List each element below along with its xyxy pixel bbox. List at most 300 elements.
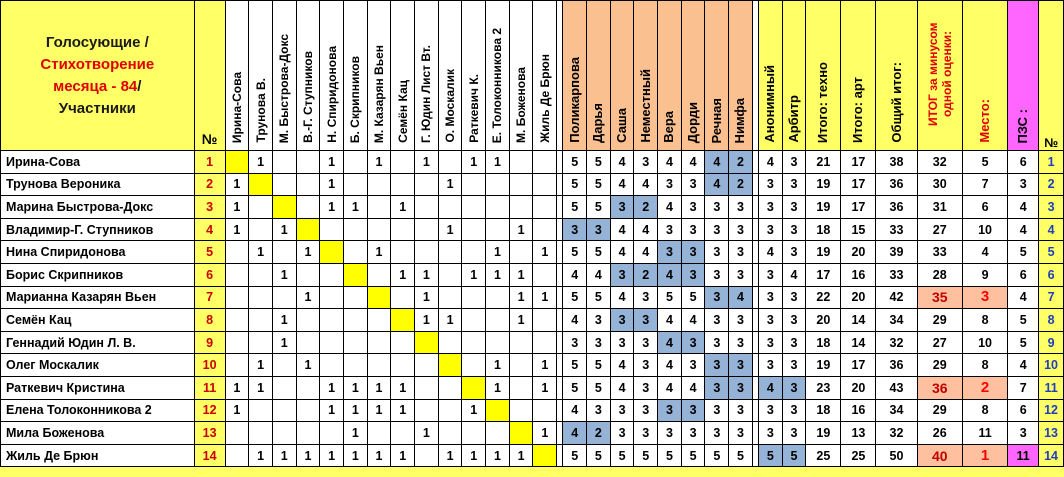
judge-header (610, 1, 634, 151)
vote-cell (249, 196, 273, 219)
judge-header-label: Речная (708, 97, 724, 143)
vote-cell: 1 (320, 444, 344, 467)
diagonal-cell (509, 422, 533, 445)
judge-score: 3 (587, 309, 611, 332)
anon-score: 3 (759, 354, 783, 377)
participant-name: Мила Боженова (1, 422, 195, 445)
vote-cell (225, 444, 249, 467)
judge-header (563, 1, 587, 151)
vote-cell: 1 (343, 422, 367, 445)
art-total: 20 (841, 286, 876, 309)
participant-name: Семён Кац (1, 309, 195, 332)
place: 3 (962, 286, 1007, 309)
overall-total: 34 (876, 309, 917, 332)
judge-header (658, 1, 682, 151)
art-total: 16 (841, 399, 876, 422)
voter-header-label: Раткевич К. (466, 74, 481, 143)
num-header-end (1039, 1, 1064, 151)
vote-cell (320, 331, 344, 354)
overall-total: 36 (876, 173, 917, 196)
pzs-score: 6 (1008, 399, 1039, 422)
vote-cell (296, 263, 320, 286)
vote-cell (486, 331, 510, 354)
judge-score: 4 (610, 376, 634, 399)
judge-score: 3 (634, 376, 658, 399)
vote-cell (509, 331, 533, 354)
vote-cell (367, 196, 391, 219)
techno-total: 19 (806, 173, 841, 196)
vote-cell (343, 309, 367, 332)
voter-header (438, 1, 462, 151)
place: 6 (962, 196, 1007, 219)
techno-total: 19 (806, 422, 841, 445)
anon-score: 3 (782, 196, 806, 219)
anon-score: 3 (759, 196, 783, 219)
vote-cell (249, 399, 273, 422)
voter-header (415, 1, 439, 151)
vote-cell: 1 (391, 376, 415, 399)
art-total: 25 (841, 444, 876, 467)
art-total: 16 (841, 263, 876, 286)
judge-score: 5 (658, 286, 682, 309)
judge-score: 3 (681, 331, 705, 354)
minus-one-total: 30 (917, 173, 962, 196)
vote-cell: 1 (249, 444, 273, 467)
judge-score: 3 (729, 196, 753, 219)
participant-name: Марина Быстрова-Докс (1, 196, 195, 219)
techno-total: 21 (806, 151, 841, 174)
vote-cell: 1 (272, 218, 296, 241)
judge-score: 5 (681, 444, 705, 467)
vote-cell: 1 (415, 422, 439, 445)
judge-score: 3 (705, 331, 729, 354)
judge-header (681, 1, 705, 151)
table-row (1, 196, 1064, 219)
totals-header (806, 1, 841, 151)
vote-cell (272, 286, 296, 309)
voter-header (367, 1, 391, 151)
judge-score: 3 (681, 196, 705, 219)
judge-score: 3 (705, 218, 729, 241)
judge-score: 4 (610, 354, 634, 377)
judge-score: 4 (610, 241, 634, 264)
judge-score: 3 (610, 263, 634, 286)
vote-cell: 1 (225, 218, 249, 241)
vote-cell (415, 444, 439, 467)
vote-cell (367, 218, 391, 241)
vote-cell (320, 218, 344, 241)
judge-header-label: Неместный (637, 69, 653, 143)
art-total: 17 (841, 151, 876, 174)
anon-score: 4 (782, 263, 806, 286)
vote-cell: 1 (462, 263, 486, 286)
totals-header-label: ИТОГ за минусом одной оценки: (925, 22, 954, 126)
anon-score: 4 (759, 151, 783, 174)
judge-score: 4 (658, 354, 682, 377)
overall-total: 32 (876, 422, 917, 445)
participant-name: Марианна Казарян Вьен (1, 286, 195, 309)
judge-score: 3 (681, 263, 705, 286)
anon-score: 3 (782, 218, 806, 241)
anon-score: 3 (759, 422, 783, 445)
judge-score: 5 (563, 286, 587, 309)
vote-cell (320, 354, 344, 377)
anon-score: 3 (759, 309, 783, 332)
anon-score: 3 (782, 331, 806, 354)
vote-cell (225, 241, 249, 264)
vote-cell (438, 286, 462, 309)
table-row (1, 354, 1064, 377)
voter-header (462, 1, 486, 151)
judge-score: 3 (705, 196, 729, 219)
vote-cell (462, 309, 486, 332)
vote-cell: 1 (533, 354, 557, 377)
vote-cell (462, 218, 486, 241)
vote-cell: 1 (367, 399, 391, 422)
judge-score: 3 (610, 196, 634, 219)
title-line-3-suffix: / (137, 77, 142, 95)
vote-cell (415, 196, 439, 219)
art-total: 17 (841, 173, 876, 196)
vote-cell (533, 151, 557, 174)
techno-total: 17 (806, 263, 841, 286)
voter-header-label: М. Быстрова-Докс (277, 33, 292, 143)
vote-cell: 1 (486, 376, 510, 399)
judge-score: 3 (634, 151, 658, 174)
vote-cell (509, 376, 533, 399)
place: 10 (962, 331, 1007, 354)
judge-score: 2 (729, 151, 753, 174)
judge-score: 5 (587, 376, 611, 399)
vote-cell (391, 354, 415, 377)
vote-cell: 1 (367, 444, 391, 467)
anon-score: 3 (759, 218, 783, 241)
judge-score: 3 (658, 241, 682, 264)
pzs-score: 3 (1008, 422, 1039, 445)
table-title-cell (1, 1, 195, 151)
row-number: 12 (194, 399, 225, 422)
judge-score: 3 (681, 354, 705, 377)
pzs-score: 4 (1008, 196, 1039, 219)
judge-score: 5 (634, 444, 658, 467)
judge-score: 3 (634, 309, 658, 332)
vote-cell: 1 (533, 422, 557, 445)
participant-name: Владимир-Г. Ступников (1, 218, 195, 241)
vote-cell: 1 (391, 444, 415, 467)
minus-one-total: 36 (917, 376, 962, 399)
art-total: 17 (841, 354, 876, 377)
minus-one-total: 32 (917, 151, 962, 174)
voter-header (509, 1, 533, 151)
vote-cell (272, 354, 296, 377)
pzs-score: 4 (1008, 354, 1039, 377)
voter-header-label: М. Боженова (514, 67, 529, 143)
anon-header (782, 1, 806, 151)
judge-score: 3 (634, 422, 658, 445)
vote-cell (438, 422, 462, 445)
diagonal-cell (367, 286, 391, 309)
table-row (1, 263, 1064, 286)
minus-one-total: 40 (917, 444, 962, 467)
vote-cell (415, 399, 439, 422)
anon-score: 3 (782, 241, 806, 264)
judge-score: 4 (610, 286, 634, 309)
table-row (1, 173, 1064, 196)
judge-score: 4 (681, 309, 705, 332)
anon-score: 3 (759, 286, 783, 309)
row-number-end: 14 (1039, 444, 1064, 467)
voter-header (533, 1, 557, 151)
pzs-score: 6 (1008, 151, 1039, 174)
judge-score: 3 (705, 286, 729, 309)
place: 8 (962, 309, 1007, 332)
vote-cell (343, 173, 367, 196)
vote-cell (272, 241, 296, 264)
judge-score: 3 (658, 218, 682, 241)
judge-score: 4 (705, 151, 729, 174)
header-row (1, 1, 1064, 151)
vote-cell (296, 399, 320, 422)
table-row (1, 399, 1064, 422)
judge-score: 4 (634, 173, 658, 196)
minus-one-total: 29 (917, 354, 962, 377)
pzs-score: 6 (1008, 263, 1039, 286)
judge-score: 3 (729, 422, 753, 445)
vote-cell (272, 422, 296, 445)
row-number-end: 7 (1039, 286, 1064, 309)
vote-cell: 1 (462, 151, 486, 174)
table-row (1, 309, 1064, 332)
judge-score: 3 (658, 173, 682, 196)
vote-cell (367, 309, 391, 332)
vote-cell: 1 (249, 151, 273, 174)
judge-score: 5 (563, 151, 587, 174)
judge-header-label: Дарья (590, 102, 606, 143)
participant-name: Нина Спиридонова (1, 241, 195, 264)
techno-total: 19 (806, 196, 841, 219)
table-row (1, 444, 1064, 467)
vote-cell (462, 196, 486, 219)
totals-header-label: Место: (977, 99, 993, 143)
title-line-3-text: месяца - 84 (53, 77, 138, 95)
anon-score: 3 (759, 173, 783, 196)
row-number: 4 (194, 218, 225, 241)
judge-score: 3 (729, 218, 753, 241)
judge-score: 2 (729, 173, 753, 196)
vote-cell: 1 (533, 286, 557, 309)
pzs-score: 5 (1008, 241, 1039, 264)
vote-cell: 1 (462, 399, 486, 422)
vote-cell: 1 (320, 173, 344, 196)
vote-cell (509, 241, 533, 264)
judge-score: 4 (563, 422, 587, 445)
judge-score: 3 (634, 331, 658, 354)
anon-score: 3 (782, 173, 806, 196)
voter-header-label: О. Москалик (443, 69, 458, 143)
vote-cell: 1 (249, 241, 273, 264)
minus-one-total: 31 (917, 196, 962, 219)
judge-header (634, 1, 658, 151)
vote-cell (438, 376, 462, 399)
vote-cell (296, 422, 320, 445)
vote-cell (438, 399, 462, 422)
vote-cell: 1 (249, 354, 273, 377)
vote-cell: 1 (486, 444, 510, 467)
anon-header (759, 1, 783, 151)
vote-cell (249, 263, 273, 286)
judge-score: 3 (587, 331, 611, 354)
judge-score: 2 (634, 263, 658, 286)
vote-cell: 1 (296, 241, 320, 264)
vote-cell: 1 (272, 444, 296, 467)
art-total: 20 (841, 241, 876, 264)
vote-cell: 1 (296, 354, 320, 377)
overall-total: 43 (876, 376, 917, 399)
voter-header (225, 1, 249, 151)
minus-one-total: 27 (917, 331, 962, 354)
diagonal-cell (533, 444, 557, 467)
vote-cell (296, 173, 320, 196)
vote-cell (320, 263, 344, 286)
art-total: 17 (841, 196, 876, 219)
anon-header-label: Анонимный (762, 65, 778, 143)
totals-header-label: Общий итог: (888, 62, 904, 143)
overall-total: 42 (876, 286, 917, 309)
minus-one-total: 29 (917, 309, 962, 332)
overall-total: 33 (876, 218, 917, 241)
title-line-3 (1, 76, 194, 98)
judge-score: 5 (587, 196, 611, 219)
voter-header (486, 1, 510, 151)
vote-cell (486, 196, 510, 219)
vote-cell (272, 399, 296, 422)
vote-cell (249, 309, 273, 332)
vote-cell (533, 399, 557, 422)
diagonal-cell (343, 263, 367, 286)
diagonal-cell (391, 309, 415, 332)
vote-cell: 1 (509, 444, 533, 467)
vote-cell (343, 331, 367, 354)
totals-header-label: Итого: техно (815, 61, 831, 143)
vote-cell (225, 354, 249, 377)
vote-cell (367, 173, 391, 196)
vote-cell: 1 (391, 263, 415, 286)
vote-cell (438, 151, 462, 174)
pzs-score: 7 (1008, 376, 1039, 399)
table-row (1, 331, 1064, 354)
judge-score: 3 (587, 399, 611, 422)
vote-cell: 1 (486, 263, 510, 286)
vote-cell (225, 422, 249, 445)
judge-score: 3 (658, 422, 682, 445)
vote-cell: 1 (509, 218, 533, 241)
judge-score: 3 (705, 354, 729, 377)
vote-cell (296, 331, 320, 354)
overall-total: 38 (876, 151, 917, 174)
vote-cell (415, 241, 439, 264)
row-number: 1 (194, 151, 225, 174)
vote-cell (462, 173, 486, 196)
techno-total: 22 (806, 286, 841, 309)
vote-cell (509, 196, 533, 219)
judge-score: 3 (610, 422, 634, 445)
diagonal-cell (272, 196, 296, 219)
row-number: 9 (194, 331, 225, 354)
judge-header-label: Дорди (685, 101, 701, 143)
vote-cell (415, 173, 439, 196)
table-row (1, 422, 1064, 445)
participant-name: Раткевич Кристина (1, 376, 195, 399)
vote-cell (343, 151, 367, 174)
vote-cell: 1 (509, 309, 533, 332)
row-number-end: 1 (1039, 151, 1064, 174)
title-line-1: Голосующие / (45, 33, 149, 51)
vote-cell (533, 173, 557, 196)
voter-header-label: Е. Толоконникова 2 (490, 27, 505, 143)
judge-score: 5 (610, 444, 634, 467)
judge-score: 2 (587, 422, 611, 445)
anon-score: 4 (759, 376, 783, 399)
totals-header-label: ПЗС : (1015, 108, 1031, 143)
vote-cell (391, 218, 415, 241)
judge-score: 5 (563, 196, 587, 219)
diagonal-cell (462, 376, 486, 399)
diagonal-cell (438, 354, 462, 377)
vote-cell (462, 422, 486, 445)
anon-score: 5 (759, 444, 783, 467)
art-total: 13 (841, 422, 876, 445)
anon-score: 3 (759, 263, 783, 286)
anon-score: 3 (782, 399, 806, 422)
vote-cell: 1 (438, 173, 462, 196)
judge-score: 3 (705, 241, 729, 264)
judge-score: 3 (705, 376, 729, 399)
vote-cell (296, 151, 320, 174)
vote-cell: 1 (509, 286, 533, 309)
art-total: 14 (841, 331, 876, 354)
row-number: 5 (194, 241, 225, 264)
vote-cell (343, 286, 367, 309)
row-number: 14 (194, 444, 225, 467)
table-row (1, 286, 1064, 309)
vote-cell (225, 309, 249, 332)
diagonal-cell (249, 173, 273, 196)
vote-cell: 1 (391, 196, 415, 219)
judge-score: 5 (705, 444, 729, 467)
row-number-end: 5 (1039, 241, 1064, 264)
judge-score: 3 (705, 263, 729, 286)
vote-cell: 1 (320, 376, 344, 399)
totals-header (841, 1, 876, 151)
judge-score: 5 (587, 354, 611, 377)
pzs-score: 4 (1008, 286, 1039, 309)
judge-header (729, 1, 753, 151)
totals-header (1008, 1, 1039, 151)
voter-header-label: Н. Спиридонова (324, 46, 339, 143)
techno-total: 18 (806, 218, 841, 241)
judge-score: 3 (681, 399, 705, 422)
vote-cell: 1 (486, 241, 510, 264)
judge-score: 3 (729, 263, 753, 286)
vote-cell: 1 (320, 196, 344, 219)
judge-header-label: Вера (661, 111, 677, 143)
vote-cell: 1 (367, 241, 391, 264)
vote-cell: 1 (225, 399, 249, 422)
pzs-score: 4 (1008, 218, 1039, 241)
num-header-end-label: № (1044, 136, 1059, 150)
vote-cell: 1 (225, 376, 249, 399)
voter-header-label: Ирина-Сова (229, 71, 244, 143)
